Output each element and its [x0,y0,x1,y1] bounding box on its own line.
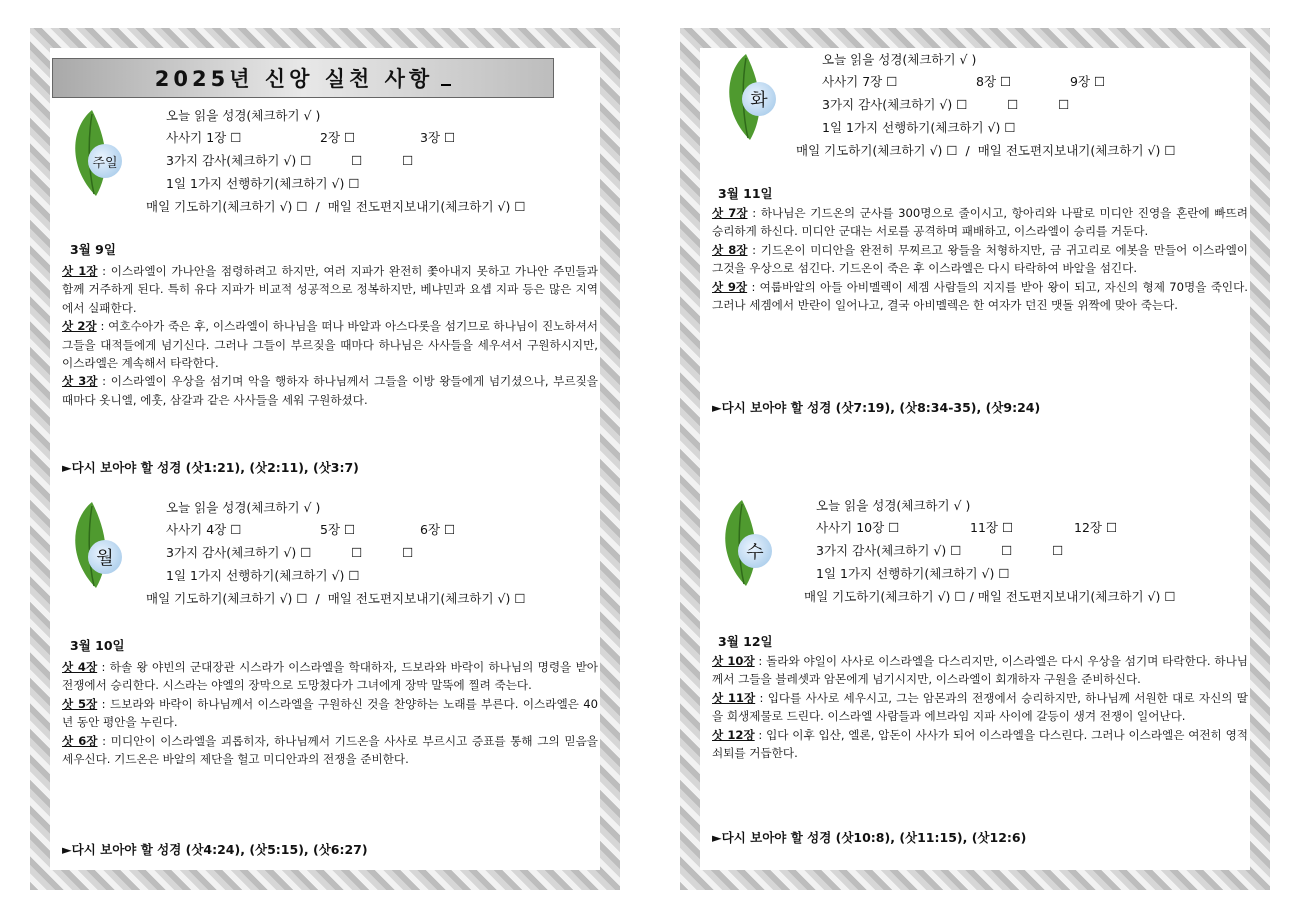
chapter-checkbox-2[interactable]: 2장 ☐ [320,130,356,145]
chapter-checkbox-3[interactable]: 3장 ☐ [420,130,456,145]
summary-text: : 이스라엘이 우상을 섬기며 악을 행하자 하나님께서 그들을 이방 왕들에게 넘기셨으나, 부르짖을 때마다 옷니엘, 에훗, 삼갈과 같은 사사들을 세워 구원하셨다. [62,374,598,407]
chapter-ref: 삿 11장 [712,690,756,705]
summary-paragraph [62,658,598,695]
day-badge [88,144,122,178]
summary-paragraph [62,262,598,317]
checklist-tuesday [708,48,1268,178]
chapter-checkbox-3[interactable]: 9장 ☐ [1070,74,1106,89]
chapter-checkbox-2[interactable]: 8장 ☐ [976,74,1012,89]
summary-text: : 기드온이 미디안을 완전히 무찌르고 왕들을 처형하지만, 금 귀고리로 에봇을 만들어 이스라엘이 그것을 우상으로 섬긴다. 기드온이 죽은 후 이스라엘은 다시 타락하여 바알을 섬긴다. [712,242,1248,276]
summary-block [712,204,1248,314]
summary-paragraph [712,726,1248,763]
summary-paragraph [62,372,598,409]
page-title-text: 2025년 신앙 실천 사항 [154,67,434,91]
prayer-checkbox[interactable]: 매일 기도하기(체크하기 √) ☐ / 매일 전도편지보내기(체크하기 √) ☐ [146,199,526,214]
summary-text: : 여호수아가 죽은 후, 이스라엘이 하나님을 떠나 바알과 아스다롯을 섬기므로 하나님이 진노하셔서 그들을 대적들에게 넘기신다. 그러나 그들이 부르짖을 때마다 하나님은 사사들을 세우셔서 구원하시지만, 이스라엘은 계속해서 타락한다. [62,319,598,371]
day-label: 수 [746,542,764,563]
day-badge [88,540,122,574]
day-label: 화 [750,90,768,111]
left-page [30,28,620,890]
chapter-ref: 삿 3장 [62,374,98,389]
prayer-checkbox[interactable]: 매일 기도하기(체크하기 √) ☐ / 매일 전도편지보내기(체크하기 √) ☐ [146,591,526,606]
thanks-checkboxes[interactable]: 3가지 감사(체크하기 √) ☐ ☐ ☐ [816,543,1064,558]
summary-block [712,652,1248,762]
date-label: 3월 12일 [718,634,773,649]
day-badge [738,534,772,568]
day-badge [742,82,776,116]
chapter-ref: 삿 8장 [712,242,748,257]
good-deed-checkbox[interactable]: 1일 1가지 선행하기(체크하기 √) ☐ [816,566,1010,581]
thanks-checkboxes[interactable]: 3가지 감사(체크하기 √) ☐ ☐ ☐ [166,153,414,168]
chapter-ref: 삿 1장 [62,264,98,278]
day-label: 월 [96,548,114,569]
review-verses: ►다시 보아야 할 성경 (삿10:8), (삿11:15), (삿12:6) [712,830,1027,845]
reading-label: 오늘 읽을 성경(체크하기 √ ) [166,500,321,515]
chapter-ref: 삿 2장 [62,319,97,334]
checklist-sunday [58,104,618,234]
chapter-ref: 삿 5장 [62,696,98,711]
chapter-ref: 삿 7장 [712,206,748,220]
chapter-checkbox-1[interactable]: 사사기 1장 ☐ [166,130,242,145]
thanks-checkboxes[interactable]: 3가지 감사(체크하기 √) ☐ ☐ ☐ [166,545,414,560]
summary-text: : 이스라엘이 가나안을 점령하려고 하지만, 여러 지파가 완전히 쫓아내지 못하고 가나안 주민들과 함께 거주하게 된다. 특히 유다 지파가 비교적 성공적으로 정복하지만, 베냐민과 요셉 지파 등은 많은 지역에서 실패한다. [62,264,598,315]
review-verses: ►다시 보아야 할 성경 (삿4:24), (삿5:15), (삿6:27) [62,842,368,857]
date-label: 3월 11일 [718,186,773,201]
summary-text: : 입다를 사사로 세우시고, 그는 암몬과의 전쟁에서 승리하지만, 하나님께 서원한 대로 자신의 딸을 희생제물로 드린다. 이스라엘 사람들과 에브라임 지파 사이에 갈등이 생겨 전쟁이 일어난다. [712,690,1248,724]
summary-block [62,658,598,768]
chapter-checkbox-3[interactable]: 6장 ☐ [420,522,456,537]
summary-paragraph [62,317,598,372]
summary-block [62,262,598,409]
summary-paragraph [712,278,1248,315]
prayer-checkbox[interactable]: 매일 기도하기(체크하기 √) ☐ / 매일 전도편지보내기(체크하기 √) ☐ [796,143,1176,158]
review-verses: ►다시 보아야 할 성경 (삿7:19), (삿8:34-35), (삿9:24) [712,400,1041,415]
chapter-checkbox-1[interactable]: 사사기 7장 ☐ [822,74,898,89]
checklist-wednesday [708,494,1268,624]
day-label: 주일 [92,155,118,171]
chapter-checkbox-1[interactable]: 사사기 4장 ☐ [166,522,242,537]
summary-text: : 하나님은 기드온의 군사를 300명으로 줄이시고, 항아리와 나팔로 미디안 진영을 혼란에 빠뜨려 승리하게 하신다. 미디안 군대는 서로를 공격하며 패배하고, 이스라엘이 승리를 거둔다. [712,206,1248,239]
chapter-ref: 삿 12장 [712,727,755,742]
good-deed-checkbox[interactable]: 1일 1가지 선행하기(체크하기 √) ☐ [822,120,1016,135]
thanks-checkboxes[interactable]: 3가지 감사(체크하기 √) ☐ ☐ ☐ [822,97,1070,112]
chapter-ref: 삿 4장 [62,660,98,674]
right-page [680,28,1270,890]
review-verses: ►다시 보아야 할 성경 (삿1:21), (삿2:11), (삿3:7) [62,460,359,475]
summary-paragraph [712,204,1248,241]
summary-text: : 돌라와 야일이 사사로 이스라엘을 다스리지만, 이스라엘은 다시 우상을 섬기며 타락한다. 하나님께서 그들을 블레셋과 암몬에게 넘기시지만, 이스라엘이 회개하자 구원을 준비하신다. [712,654,1248,687]
chapter-checkbox-1[interactable]: 사사기 10장 ☐ [816,520,900,535]
summary-text: : 하솔 왕 야빈의 군대장관 시스라가 이스라엘을 학대하자, 드보라와 바락이 하나님의 명령을 받아 전쟁에서 승리한다. 시스라는 야엘의 장막으로 도망쳤다가 그녀에게 장막 말뚝에 찔려 죽는다. [62,660,598,693]
chapter-checkbox-3[interactable]: 12장 ☐ [1074,520,1118,535]
summary-text: : 드보라와 바락이 하나님께서 이스라엘을 구원하신 것을 찬양하는 노래를 부른다. 이스라엘은 40년 동안 평안을 누린다. [62,696,598,730]
prayer-checkbox[interactable]: 매일 기도하기(체크하기 √) ☐ / 매일 전도편지보내기(체크하기 √) ☐ [804,589,1176,604]
reading-label: 오늘 읽을 성경(체크하기 √ ) [816,498,971,513]
summary-paragraph [712,241,1248,278]
reading-label: 오늘 읽을 성경(체크하기 √ ) [822,52,977,67]
chapter-ref: 삿 6장 [62,733,98,748]
summary-paragraph [712,689,1248,726]
good-deed-checkbox[interactable]: 1일 1가지 선행하기(체크하기 √) ☐ [166,176,360,191]
summary-text: : 여룹바알의 아들 아비멜렉이 세겜 사람들의 지지를 받아 왕이 되고, 자신의 형제 70명을 죽인다. 그러나 세겜에서 반란이 일어나고, 결국 아비멜렉은 한 여자가 던진 맷돌 위짝에 맞아 죽는다. [712,279,1248,313]
chapter-ref: 삿 9장 [712,279,748,294]
summary-paragraph [62,732,598,769]
date-label: 3월 10일 [70,638,125,653]
chapter-checkbox-2[interactable]: 11장 ☐ [970,520,1014,535]
summary-text: : 미디안이 이스라엘을 괴롭히자, 하나님께서 기드온을 사사로 부르시고 증표를 통해 그의 믿음을 세우신다. 기드온은 바알의 제단을 헐고 미디안과의 전쟁을 준비한다. [62,733,598,767]
reading-label: 오늘 읽을 성경(체크하기 √ ) [166,108,321,123]
chapter-ref: 삿 10장 [712,654,755,668]
good-deed-checkbox[interactable]: 1일 1가지 선행하기(체크하기 √) ☐ [166,568,360,583]
summary-text: : 입다 이후 입산, 엘론, 압돈이 사사가 되어 이스라엘을 다스린다. 그러나 이스라엘은 여전히 영적 쇠퇴를 거듭한다. [712,727,1248,761]
summary-paragraph [712,652,1248,689]
checklist-monday [58,496,618,626]
chapter-checkbox-2[interactable]: 5장 ☐ [320,522,356,537]
summary-paragraph [62,695,598,732]
date-label: 3월 9일 [70,242,116,257]
